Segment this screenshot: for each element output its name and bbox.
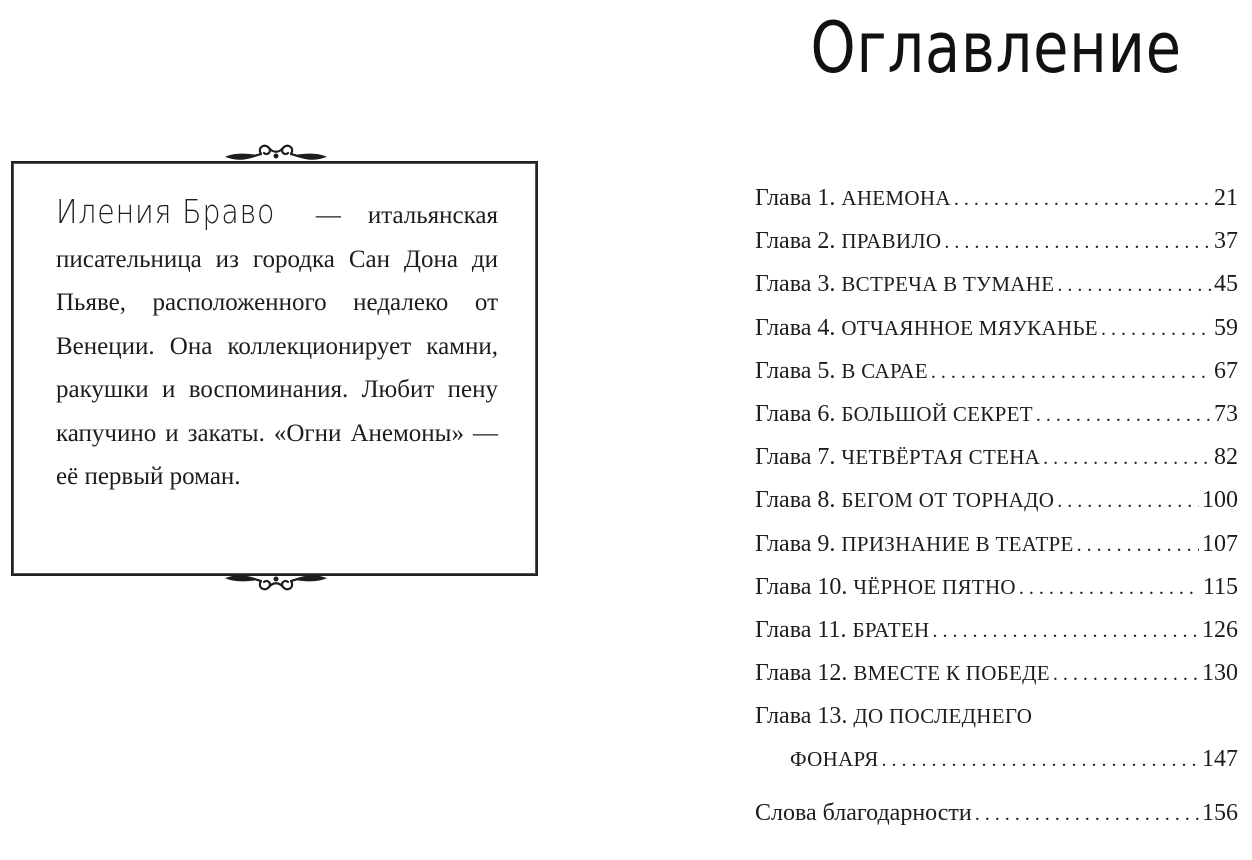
toc-chapter-title: ЧЁРНОЕ ПЯТНО xyxy=(853,574,1016,599)
toc-entry-label xyxy=(755,660,1050,687)
toc-entry-label xyxy=(755,574,1016,601)
toc-entry xyxy=(755,617,1238,660)
toc-leader-dots xyxy=(1077,534,1199,557)
author-bio-text: — итальянская писательница из городка Сан Дона ди Пьяве, расположенного недалеко от Венеции. Она коллекционирует камни, ракушки и воспоминания. Любит пену капучино и закаты. «Огни Анемоны» — её первый роман. xyxy=(56,202,498,490)
toc-entry xyxy=(755,358,1238,401)
toc-entry xyxy=(755,401,1238,444)
toc-entry-label xyxy=(755,358,928,385)
toc-chapter-title: БЕГОМ ОТ ТОРНАДО xyxy=(841,488,1055,513)
toc-entry-continuation xyxy=(755,746,1238,789)
toc-page-number: 100 xyxy=(1202,487,1238,514)
toc-entry xyxy=(755,574,1238,617)
toc-leader-dots xyxy=(954,188,1211,211)
toc-entry-label xyxy=(755,617,929,644)
toc-page-number: 82 xyxy=(1214,444,1238,471)
toc-entry-acknowledgements xyxy=(755,800,1238,843)
flourish-ornament-icon xyxy=(221,570,331,596)
toc-entry-label xyxy=(755,531,1074,558)
toc-chapter-title: АНЕМОНА xyxy=(841,186,951,210)
toc-entry xyxy=(755,531,1238,574)
toc-chapter-title: БРАТЕН xyxy=(852,617,930,642)
toc-chapter-title: ЧЕТВЁРТАЯ СТЕНА xyxy=(841,445,1041,470)
table-of-contents xyxy=(755,185,1238,843)
toc-chapter-title: ПРИЗНАНИЕ В ТЕАТРЕ xyxy=(841,531,1074,556)
toc-leader-dots xyxy=(1053,663,1199,686)
toc-entry xyxy=(755,228,1238,271)
toc-leader-dots xyxy=(882,749,1199,772)
toc-entry xyxy=(755,315,1238,358)
toc-page-number: 73 xyxy=(1214,400,1238,427)
toc-leader-dots xyxy=(975,803,1199,826)
toc-chapter-title: В САРАЕ xyxy=(841,358,928,383)
page-title: Оглавление xyxy=(810,7,1182,89)
author-name: Иления Браво xyxy=(56,192,276,231)
toc-chapter-number: Глава 9. xyxy=(755,530,842,557)
toc-page-number: 126 xyxy=(1202,616,1238,643)
toc-entry xyxy=(755,444,1238,487)
toc-leader-dots xyxy=(1101,318,1211,341)
toc-leader-dots xyxy=(1019,577,1200,600)
toc-entry xyxy=(755,703,1238,746)
toc-chapter-number: Глава 2. xyxy=(755,228,842,255)
toc-chapter-number: Глава 11. xyxy=(755,616,853,643)
toc-chapter-number: Глава 12. xyxy=(755,660,854,687)
toc-chapter-title: ПРАВИЛО xyxy=(841,229,942,254)
toc-leader-dots xyxy=(1036,404,1211,427)
toc-entry xyxy=(755,660,1238,703)
toc-entry-label xyxy=(755,185,951,212)
toc-page-number: 115 xyxy=(1202,573,1238,600)
toc-entry-label xyxy=(755,401,1033,428)
toc-entry-label xyxy=(755,487,1054,514)
toc-chapter-title: ВМЕСТЕ К ПОБЕДЕ xyxy=(853,661,1050,686)
toc-chapter-title: БОЛЬШОЙ СЕКРЕТ xyxy=(841,401,1033,426)
toc-chapter-number: Глава 6. xyxy=(755,400,842,427)
toc-chapter-number: Глава 13. xyxy=(755,703,854,730)
toc-acknowledgements-label: Слова благодарности xyxy=(755,799,972,826)
toc-entry-label xyxy=(755,271,1054,298)
toc-page-number: 21 xyxy=(1214,185,1238,211)
toc-entry-label xyxy=(755,703,1032,730)
toc-page-number: 59 xyxy=(1214,314,1238,341)
toc-chapter-title-cont: ФОНАРЯ xyxy=(790,747,879,772)
toc-chapter-number: Глава 5. xyxy=(755,357,842,384)
toc-page-number: 45 xyxy=(1214,271,1238,298)
toc-page-number: 130 xyxy=(1202,660,1238,687)
toc-entry xyxy=(755,271,1238,314)
toc-entry-label xyxy=(755,444,1040,471)
toc-page-number: 156 xyxy=(1202,799,1238,826)
toc-entry xyxy=(755,487,1238,530)
toc-page-number: 107 xyxy=(1202,530,1238,557)
toc-chapter-title: ВСТРЕЧА В ТУМАНЕ xyxy=(841,272,1055,297)
toc-leader-dots xyxy=(1057,274,1211,297)
toc-chapter-title: ДО ПОСЛЕДНЕГО xyxy=(853,704,1033,729)
toc-entry-label xyxy=(755,315,1098,342)
toc-chapter-title: ОТЧАЯННОЕ МЯУКАНЬЕ xyxy=(841,315,1098,340)
toc-leader-dots xyxy=(932,620,1199,643)
toc-chapter-number: Глава 10. xyxy=(755,573,854,600)
toc-chapter-number: Глава 1. xyxy=(755,185,842,211)
toc-chapter-number: Глава 3. xyxy=(755,271,842,298)
toc-chapter-number: Глава 4. xyxy=(755,314,842,341)
toc-chapter-number: Глава 8. xyxy=(755,487,842,514)
toc-leader-dots xyxy=(944,231,1211,254)
toc-leader-dots xyxy=(931,361,1211,384)
toc-leader-dots xyxy=(1057,490,1199,513)
toc-chapter-number: Глава 7. xyxy=(755,444,842,471)
toc-page-number: 37 xyxy=(1214,228,1238,255)
author-bio xyxy=(56,190,498,499)
toc-entry-label xyxy=(755,228,941,255)
toc-page-number: 147 xyxy=(1202,746,1238,773)
toc-entry xyxy=(755,185,1238,228)
toc-leader-dots xyxy=(1043,447,1211,470)
toc-page-number: 67 xyxy=(1214,357,1238,384)
